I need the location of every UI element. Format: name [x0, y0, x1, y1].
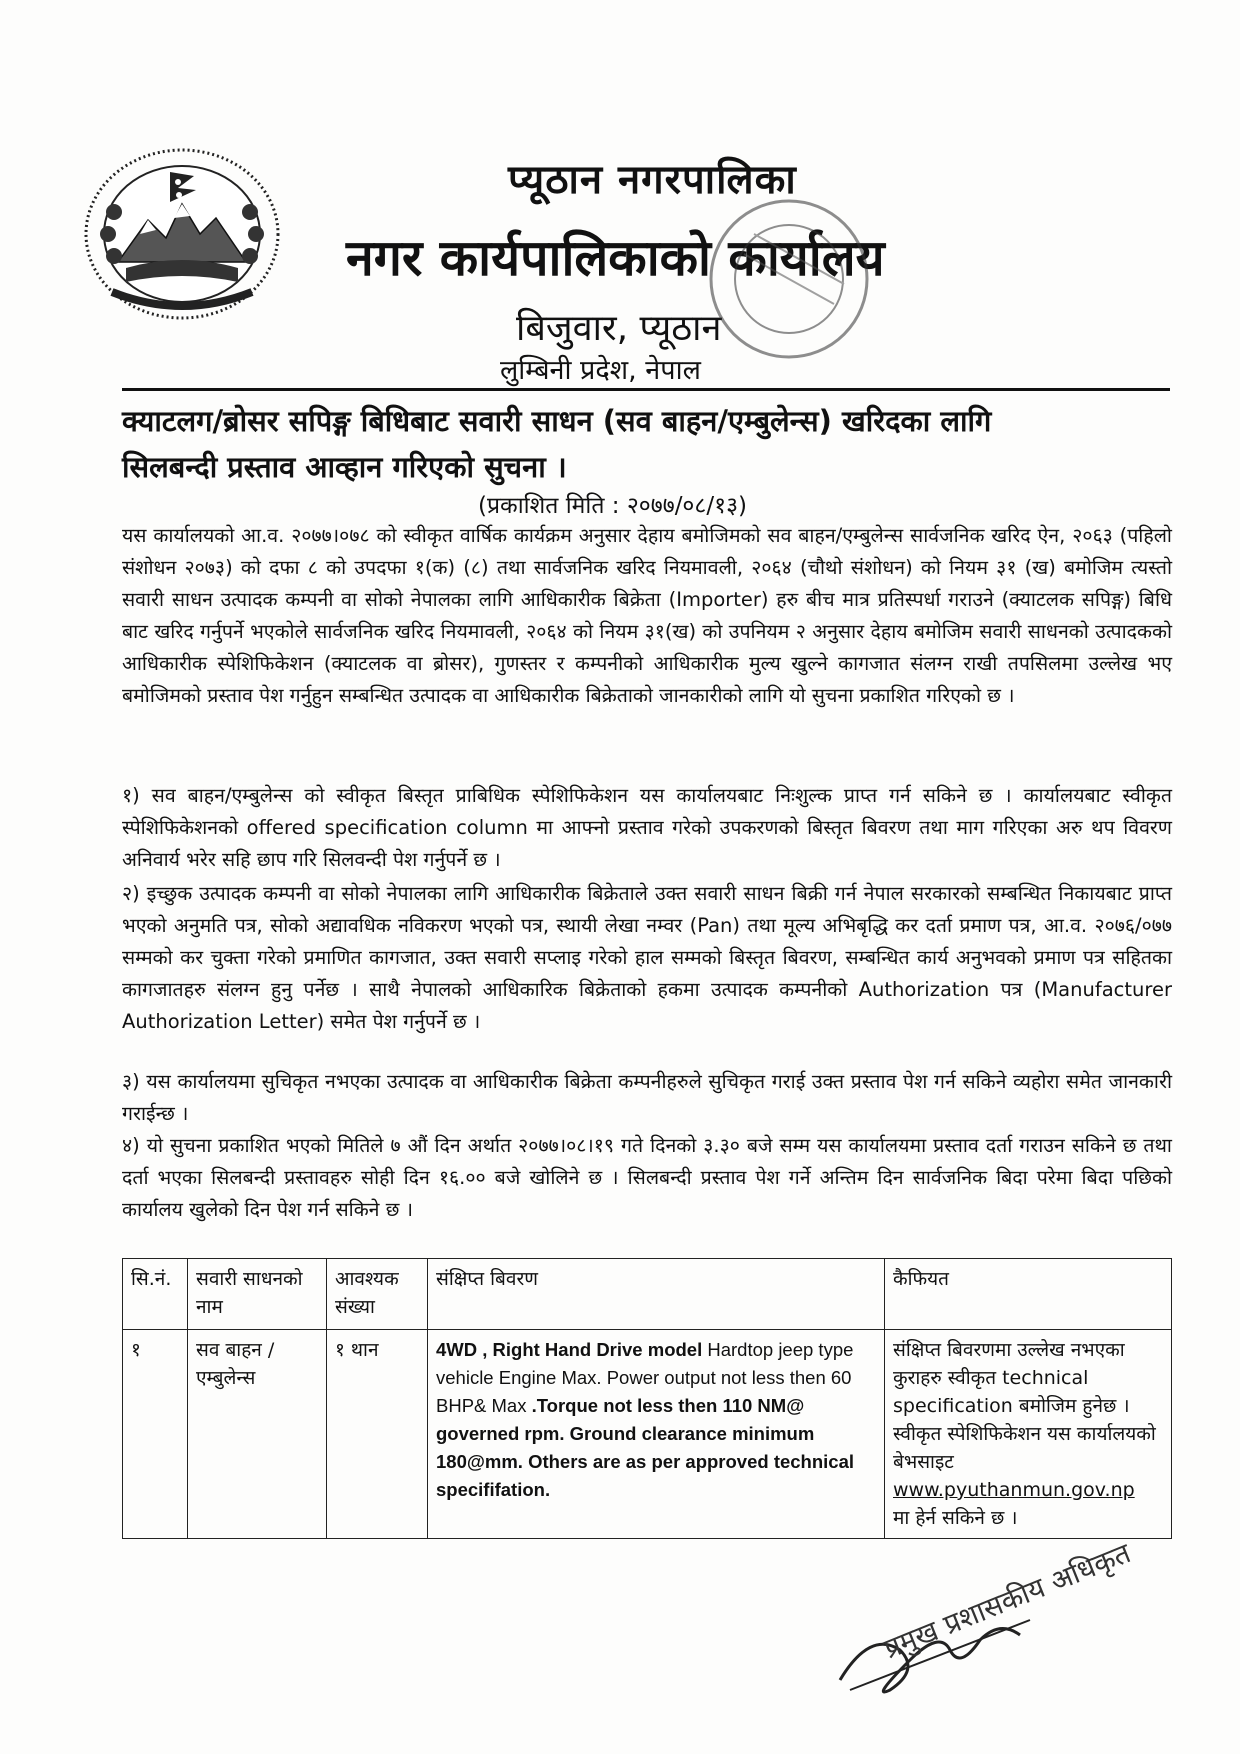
- header-divider: [122, 388, 1170, 391]
- intro-paragraph: यस कार्यालयको आ.व. २०७७।०७८ को स्वीकृत वार्षिक कार्यक्रम अनुसार देहाय बमोजिमको सव बाहन/एम्बुलेन्स सार्वजनिक खरिद ऐन, २०६३ (पहिलो संशोधन २०७३) को दफा ८ को उपदफा १(क) (८) तथा सार्वजनिक खरिद नियमावली, २०६४ (चौथो संशोधन) को नियम ३१ (ख) बमोजिम त्यस्तो सवारी साधन उत्पादक कम्पनी वा सोको नेपालका लागि आधिकारीक बिक्रेता (Importer) हरु बीच मात्र प्रतिस्पर्धा गराउने (क्याटलक सपिङ्ग) बिधि बाट खरिद गर्नुपर्ने भएकोले सार्वजनिक खरिद नियमावली, २०६४ को नियम ३१(ख) को उपनियम २ अनुसार देहाय बमोजिम सवारी साधनको उत्पादकको आधिकारीक स्पेशिफिकेशन (क्याटलक वा ब्रोसर), गुणस्तर र कम्पनीको आधिकारीक मुल्य खुल्ने कागजात संलग्न राखी तपसिलमा उल्लेख भए बमोजिमको प्रस्ताव पेश गर्नुहुन सम्बन्धित उत्पादक वा आधिकारीक बिक्रेताको जानकारीको लागि यो सुचना प्रकाशित गरिएको छ ।: [122, 524, 1172, 707]
- vehicle-table: [122, 1258, 1172, 1539]
- desc-plain-part: Hardtop jeep type vehicle Engine Max. Power output not less then 60 BHP& Max: [436, 1339, 854, 1416]
- remarks-end: मा हेर्न सकिने छ ।: [893, 1507, 1018, 1529]
- nepal-emblem-icon: [78, 142, 286, 324]
- header-sn: सि.नं.: [123, 1259, 188, 1330]
- table-header-row: [123, 1259, 1172, 1330]
- cell-sn: १: [123, 1330, 188, 1539]
- website-link[interactable]: www.pyuthanmun.gov.np: [893, 1479, 1135, 1501]
- title-line-1: क्याटलग/ब्रोसर सपिङ्ग बिधिबाट सवारी साधन (सव बाहन/एम्बुलेन्स) खरिदका लागि: [122, 404, 992, 438]
- province-name: लुम्बिनी प्रदेश, नेपाल: [500, 355, 701, 386]
- cell-vehicle-name: सव बाहन /एम्बुलेन्स: [188, 1330, 327, 1539]
- signatory-designation: प्रमुख प्रशासकीय अधिकृत: [879, 1536, 1136, 1666]
- header-remarks: कैफियत: [885, 1259, 1172, 1330]
- notice-title: [122, 398, 1162, 490]
- point-3: ३) यस कार्यालयमा सुचिकृत नभएका उत्पादक वा आधिकारीक बिक्रेता कम्पनीहरुले सुचिकृत गराई उक्त प्रस्ताव पेश गर्न सकिने व्यहोरा समेत जानकारी गराईन्छ ।: [122, 1070, 1172, 1125]
- office-stamp-icon: [704, 194, 874, 364]
- point-2: २) इच्छुक उत्पादक कम्पनी वा सोको नेपालका लागि आधिकारीक बिक्रेताले उक्त सवारी साधन बिक्री गर्न नेपाल सरकारको सम्बन्धित निकायबाट प्राप्त भएको अनुमति पत्र, सोको अद्यावधिक नविकरण भएको पत्र, स्थायी लेखा नम्वर (Pan) तथा मूल्य अभिबृद्धि कर दर्ता प्रमाण पत्र, आ.व. २०७६/०७७ सम्मको कर चुक्ता गरेको प्रमाणित कागजात, उक्त सवारी सप्लाइ गरेको हाल सम्मको बिस्तृत बिवरण, सम्बन्धित कार्य अनुभवको प्रमाण पत्र सहितका कागजातहरु संलग्न हुनु पर्नेछ । साथै नेपालको आधिकारिक बिक्रेताको हकमा उत्पादक कम्पनीको Authorization पत्र (Manufacturer Authorization Letter) समेत पेश गर्नुपर्ने छ ।: [122, 882, 1172, 1033]
- cell-description: [428, 1330, 885, 1539]
- remarks-text: संक्षिप्त बिवरणमा उल्लेख नभएका कुराहरु स्वीकृत technical specification बमोजिम हुनेछ । स्वीकृत स्पेशिफिकेशन यस कार्यालयको बेभसाइट: [893, 1339, 1156, 1473]
- title-line-2: सिलबन्दी प्रस्ताव आव्हान गरिएको सुचना ।: [122, 450, 567, 484]
- desc-bold-part-2: .Torque not less then 110 NM@ governed rpm. Ground clearance minimum 180@mm. Others are as per approved technical specififation.: [436, 1395, 855, 1500]
- header-description: संक्षिप्त बिवरण: [428, 1259, 885, 1330]
- table-row: [123, 1330, 1172, 1539]
- office-name: नगर कार्यपालिकाको कार्यालय: [346, 229, 885, 287]
- published-date: (प्रकाशित मिति : २०७७/०८/१३): [478, 493, 747, 519]
- office-location: बिजुवार, प्यूठान: [516, 308, 722, 349]
- municipality-name: प्यूठान नगरपालिका: [508, 157, 797, 203]
- header-quantity: आवश्यक संख्या: [327, 1259, 428, 1330]
- point-4: ४) यो सुचना प्रकाशित भएको मितिले ७ औं दिन अर्थात २०७७।०८।१९ गते दिनको ३.३० बजे सम्म यस कार्यालयमा प्रस्ताव दर्ता गराउन सकिने छ तथा दर्ता भएका सिलबन्दी प्रस्तावहरु सोही दिन १६.०० बजे खोलिने छ । सिलबन्दी प्रस्ताव पेश गर्ने अन्तिम दिन सार्वजनिक बिदा परेमा बिदा पछिको कार्यालय खुलेको दिन पेश गर्न सकिने छ ।: [122, 1134, 1172, 1221]
- point-1: १) सव बाहन/एम्बुलेन्स को स्वीकृत बिस्तृत प्राबिधिक स्पेशिफिकेशन यस कार्यालयबाट निःशुल्क प्राप्त गर्न सकिने छ । कार्यालयबाट स्वीकृत स्पेशिफिकेशनको offered specification column मा आफ्नो प्रस्ताव गरेको उपकरणको बिस्तृत बिवरण तथा माग गरिएका अरु थप विवरण अनिवार्य भरेर सहि छाप गरि सिलवन्दी पेश गर्नुपर्ने छ ।: [122, 784, 1172, 871]
- cell-remarks: [885, 1330, 1172, 1539]
- cell-quantity: १ थान: [327, 1330, 428, 1539]
- desc-bold-part-1: 4WD , Right Hand Drive model: [436, 1339, 703, 1360]
- header-vehicle-name: सवारी साधनको नाम: [188, 1259, 327, 1330]
